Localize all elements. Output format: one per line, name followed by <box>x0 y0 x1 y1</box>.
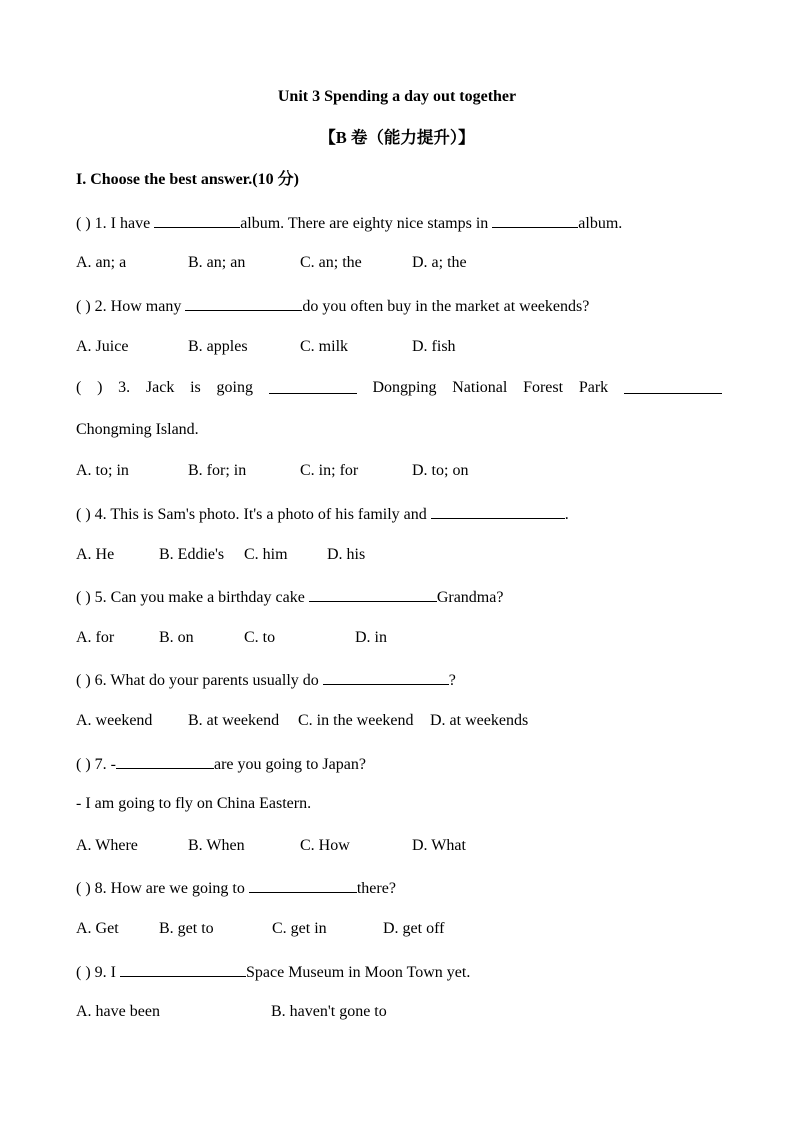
question-3-word: 3. <box>118 379 131 396</box>
option-a: A. weekend <box>76 712 153 729</box>
question-7 <box>76 752 366 776</box>
question-3-word: ( <box>76 379 82 396</box>
question-8-text-a: ( ) 8. How are we going to <box>76 880 249 897</box>
option-a: A. for <box>76 629 115 646</box>
answer-blank[interactable] <box>431 502 565 519</box>
option-b: B. for; in <box>188 462 247 479</box>
question-9-text-a: ( ) 9. I <box>76 964 120 981</box>
question-5 <box>76 585 503 609</box>
answer-blank[interactable] <box>269 377 357 394</box>
option-b: B. apples <box>188 338 248 355</box>
option-a: A. have been <box>76 1003 160 1020</box>
answer-blank[interactable] <box>185 294 302 311</box>
answer-blank[interactable] <box>309 585 437 602</box>
option-d: D. fish <box>412 338 456 355</box>
option-b: B. an; an <box>188 254 246 271</box>
option-d: D. in <box>355 629 387 646</box>
question-7-text-b: are you going to Japan? <box>213 756 366 773</box>
question-1-text-c: album. <box>578 215 623 232</box>
page-subtitle: 【B 卷（能力提升）】 <box>319 128 475 147</box>
option-d: D. What <box>412 837 466 854</box>
question-3 <box>76 377 722 399</box>
question-4-text-a: ( ) 4. This is Sam's photo. It's a photo of his family and <box>76 506 431 523</box>
option-b: B. Eddie's <box>159 546 225 563</box>
option-a: A. He <box>76 546 115 563</box>
question-3-word: Park <box>578 379 609 396</box>
option-c: C. in; for <box>300 462 359 479</box>
option-a: A. Where <box>76 837 138 854</box>
option-c: C. get in <box>272 920 327 937</box>
section-heading: I. Choose the best answer.(10 分) <box>76 171 299 188</box>
answer-blank[interactable] <box>120 960 246 977</box>
option-a: A. Get <box>76 920 119 937</box>
question-1-text-b: album. There are eighty nice stamps in <box>240 215 493 232</box>
question-3-word: ) <box>97 379 103 396</box>
question-6-text-a: ( ) 6. What do your parents usually do <box>76 672 323 689</box>
question-6-text-b: ? <box>448 672 456 689</box>
option-d: D. his <box>327 546 366 563</box>
option-b: B. When <box>188 837 245 854</box>
option-c: C. an; the <box>300 254 362 271</box>
answer-blank[interactable] <box>323 668 449 685</box>
question-2-text-b: do you often buy in the market at weekends? <box>302 298 590 315</box>
question-3-word: is <box>190 379 201 396</box>
answer-blank[interactable] <box>154 211 240 228</box>
option-b: B. at weekend <box>188 712 280 729</box>
option-d: D. get off <box>383 920 445 937</box>
option-c: C. milk <box>300 338 349 355</box>
option-b: B. on <box>159 629 194 646</box>
option-a: A. to; in <box>76 462 129 479</box>
question-1 <box>76 211 622 235</box>
question-3-word: National <box>452 379 508 396</box>
question-5-text-a: ( ) 5. Can you make a birthday cake <box>76 589 309 606</box>
option-d: D. a; the <box>412 254 467 271</box>
question-6 <box>76 668 456 692</box>
question-3-word: Dongping <box>372 379 437 396</box>
option-c: C. in the weekend <box>298 712 414 729</box>
option-c: C. to <box>244 629 276 646</box>
question-3-word: Jack <box>145 379 175 396</box>
question-9 <box>76 960 470 984</box>
question-1-text-a: ( ) 1. I have <box>76 215 155 232</box>
question-3-word: Forest <box>523 379 564 396</box>
question-8-text-b: there? <box>356 880 396 897</box>
question-3-continuation: Chongming Island. <box>76 421 199 438</box>
option-b: B. get to <box>159 920 214 937</box>
page-title: Unit 3 Spending a day out together <box>277 88 517 105</box>
option-a: A. an; a <box>76 254 127 271</box>
option-a: A. Juice <box>76 338 129 355</box>
answer-blank[interactable] <box>624 377 722 394</box>
option-d: D. at weekends <box>430 712 529 729</box>
question-9-text-b: Space Museum in Moon Town yet. <box>245 964 471 981</box>
answer-blank[interactable] <box>492 211 578 228</box>
option-c: C. How <box>300 837 350 854</box>
option-d: D. to; on <box>412 462 469 479</box>
answer-blank[interactable] <box>116 752 214 769</box>
option-c: C. him <box>244 546 288 563</box>
question-3-word: going <box>216 379 253 396</box>
question-4 <box>76 502 569 526</box>
question-2-text-a: ( ) 2. How many <box>76 298 186 315</box>
question-4-text-b: . <box>564 506 569 523</box>
option-b: B. haven't gone to <box>271 1003 387 1020</box>
question-7-text-a: ( ) 7. - <box>76 756 116 773</box>
question-2 <box>76 294 589 318</box>
question-8 <box>76 876 396 900</box>
answer-blank[interactable] <box>249 876 357 893</box>
question-7-answer: - I am going to fly on China Eastern. <box>76 795 312 812</box>
question-5-text-b: Grandma? <box>436 589 504 606</box>
